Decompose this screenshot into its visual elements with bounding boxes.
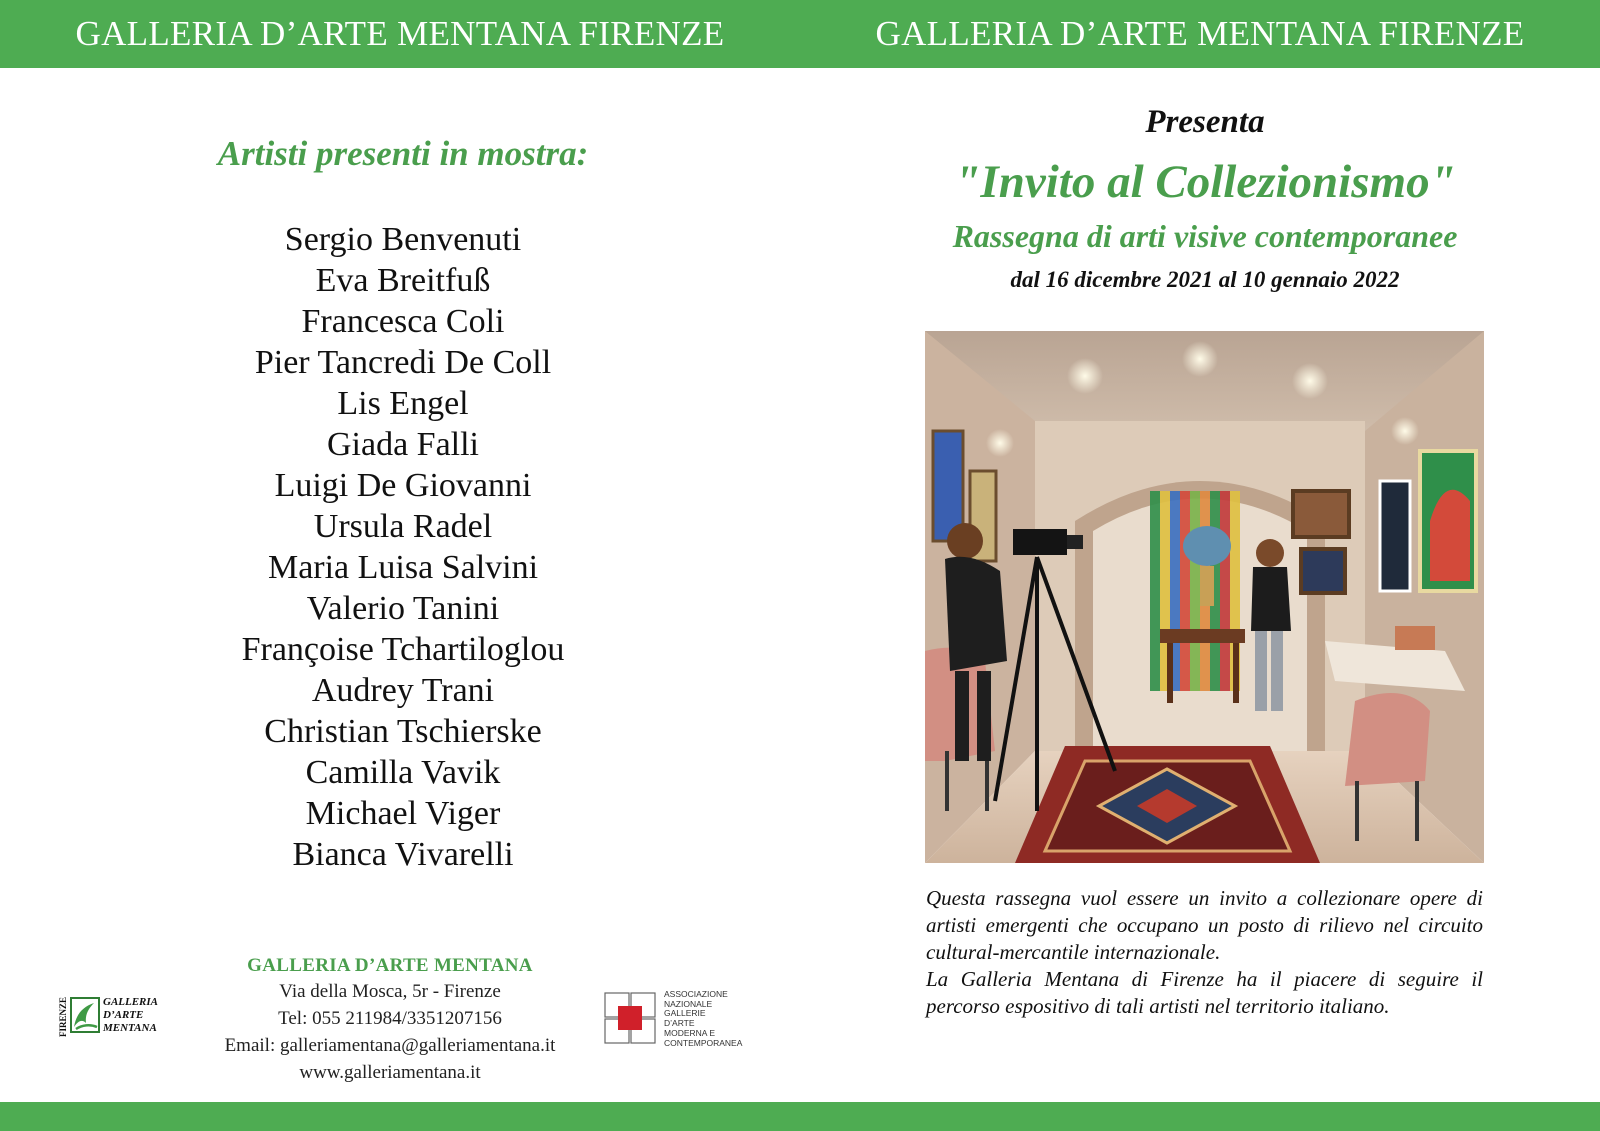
presenta-label: Presenta: [1145, 104, 1265, 140]
artist-list: [100, 219, 706, 875]
artist-item: Bianca Vivarelli: [292, 836, 514, 873]
artists-heading: Artisti presenti in mostra:: [217, 134, 589, 173]
footer-band: [0, 1102, 1600, 1131]
artist-item: Sergio Benvenuti: [284, 221, 522, 258]
header-title-right: GALLERIA D’ARTE MENTANA FIRENZE: [875, 14, 1525, 53]
artist-item: Michael Viger: [305, 795, 501, 832]
exhibition-title: "Invito al Collezionismo": [954, 156, 1456, 208]
artist-item: Françoise Tchartiloglou: [241, 631, 565, 668]
artist-item: Francesca Coli: [301, 303, 505, 340]
angamc-logo-icon: [604, 992, 656, 1044]
galleria-mentana-logo: [58, 995, 173, 1039]
description-paragraph-1: Questa rassegna vuol essere un invito a collezionare opere di artisti emergenti che occupano un posto di rilievo nel circuito cultural-mercantile internazionale.: [926, 886, 1483, 964]
description-paragraph-2: La Galleria Mentana di Firenze ha il piacere di seguire il percorso espositivo di tali artisti nel territorio italiano.: [926, 967, 1483, 1018]
gallery-website-link[interactable]: www.galleriamentana.it: [299, 1062, 481, 1083]
artist-item: Valerio Tanini: [306, 590, 500, 627]
exhibition-subtitle: Rassegna di arti visive contemporanee: [952, 218, 1458, 254]
angamc-logo-text: ASSOCIAZIONE NAZIONALE GALLERIE D’ARTE MODERNA E CONTEMPORANEA: [664, 989, 743, 1048]
artist-item: Camilla Vavik: [305, 754, 501, 791]
artist-item: Ursula Radel: [313, 508, 493, 545]
gallery-interior-photo: [925, 331, 1484, 863]
exhibition-dates: dal 16 dicembre 2021 al 10 gennaio 2022: [1010, 267, 1400, 292]
header-title-left: GALLERIA D’ARTE MENTANA FIRENZE: [75, 14, 725, 53]
artist-item: Maria Luisa Salvini: [267, 549, 539, 586]
exhibition-description: [926, 885, 1483, 1020]
artist-item: Lis Engel: [337, 385, 469, 422]
artist-item: Audrey Trani: [311, 672, 495, 709]
mentana-logo-icon: [70, 997, 100, 1033]
artist-item: Eva Breitfuß: [315, 262, 491, 299]
logo-vertical-text: FIRENZE: [58, 997, 68, 1038]
gallery-phone: Tel: 055 211984/3351207156: [278, 1008, 502, 1029]
gallery-address: Via della Mosca, 5r - Firenze: [279, 981, 501, 1002]
artist-item: Giada Falli: [326, 426, 480, 463]
gallery-name: GALLERIA D’ARTE MENTANA: [247, 955, 533, 976]
artist-item: Pier Tancredi De Coll: [254, 344, 552, 381]
logo-left-text: GALLERIA D’ARTE MENTANA: [103, 996, 159, 1034]
angamc-logo: [604, 989, 764, 1048]
artist-item: Christian Tschierske: [264, 713, 542, 750]
gallery-email-link[interactable]: Email: galleriamentana@galleriamentana.it: [224, 1035, 556, 1056]
artist-item: Luigi De Giovanni: [274, 467, 532, 504]
